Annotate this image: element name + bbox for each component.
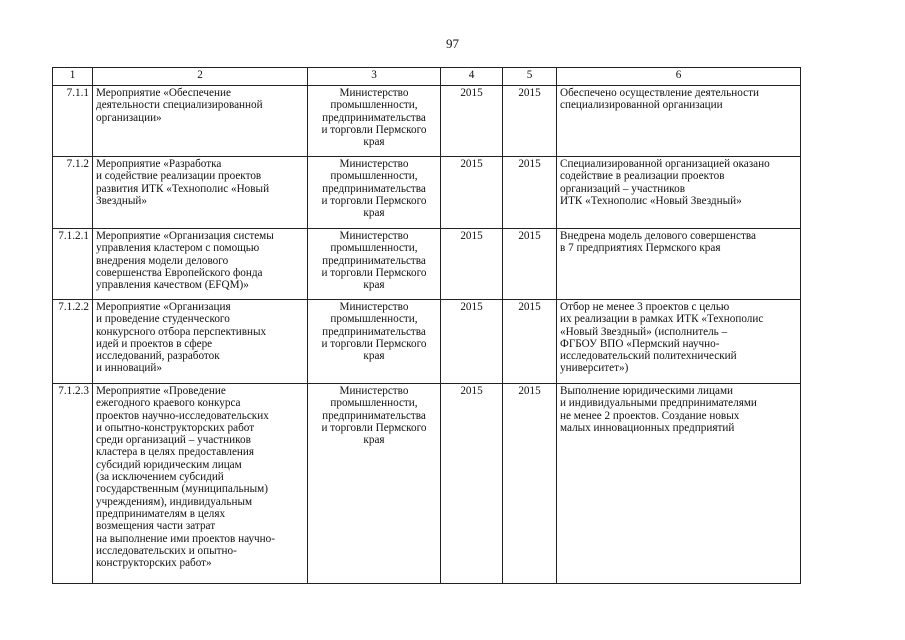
row-responsible: Министерство промышленности, предпринимательства и торговли Пермского края [308,157,441,229]
row-result: Обеспечено осуществление деятельности специализированной организации [557,86,801,157]
row-end-year: 2015 [503,86,557,157]
row-end-year: 2015 [503,384,557,584]
page-number: 97 [446,36,459,51]
row-event: Мероприятие «Организация системы управления кластером с помощью внедрения модели делового совершенства Европейского фонда управления качеством (EFQM)» [93,229,308,300]
table-row [53,229,801,300]
row-start-year: 2015 [441,229,503,300]
row-result: Отбор не менее 3 проектов с целью их реализации в рамках ИТК «Технополис «Новый Звездный» (исполнитель – ФГБОУ ВПО «Пермский научно- исследовательский политехнический университет») [557,300,801,384]
row-end-year: 2015 [503,229,557,300]
header-col-3: 3 [308,68,441,86]
row-code: 7.1.1 [53,86,93,157]
row-code: 7.1.2.2 [53,300,93,384]
header-col-6: 6 [557,68,801,86]
row-responsible: Министерство промышленности, предпринимательства и торговли Пермского края [308,384,441,584]
row-start-year: 2015 [441,157,503,229]
row-start-year: 2015 [441,86,503,157]
row-event: Мероприятие «Обеспечение деятельности специализированной организации» [93,86,308,157]
row-code: 7.1.2.1 [53,229,93,300]
row-result: Специализированной организацией оказано содействие в реализации проектов организаций – участников ИТК «Технополис «Новый Звездный» [557,157,801,229]
table-row [53,86,801,157]
row-start-year: 2015 [441,300,503,384]
row-code: 7.1.2 [53,157,93,229]
row-end-year: 2015 [503,157,557,229]
row-event: Мероприятие «Разработка и содействие реализации проектов развития ИТК «Технополис «Новый Звездный» [93,157,308,229]
row-result: Выполнение юридическими лицами и индивидуальными предпринимателями не менее 2 проектов. Создание новых малых инновационных предприятий [557,384,801,584]
row-responsible: Министерство промышленности, предпринимательства и торговли Пермского края [308,300,441,384]
header-col-2: 2 [93,68,308,86]
header-col-1: 1 [53,68,93,86]
table-header-row [53,68,801,86]
row-start-year: 2015 [441,384,503,584]
table-row [53,157,801,229]
row-event: Мероприятие «Организация и проведение студенческого конкурсного отбора перспективных идей и проектов в сфере исследований, разработок и инноваций» [93,300,308,384]
table-row [53,384,801,584]
table-row [53,300,801,384]
document-table [52,67,801,584]
row-responsible: Министерство промышленности, предпринимательства и торговли Пермского края [308,86,441,157]
row-result: Внедрена модель делового совершенства в 7 предприятиях Пермского края [557,229,801,300]
header-col-4: 4 [441,68,503,86]
row-code: 7.1.2.3 [53,384,93,584]
header-col-5: 5 [503,68,557,86]
row-end-year: 2015 [503,300,557,384]
row-responsible: Министерство промышленности, предпринимательства и торговли Пермского края [308,229,441,300]
row-event: Мероприятие «Проведение ежегодного краевого конкурса проектов научно-исследовательских и опытно-конструкторских работ среди организаций – участников кластера в целях предоставления субсидий юридическим лицам (за исключением субсидий государственным (муниципальным) учреждениям), индивидуальным предпринимателям в целях возмещения части затрат на выполнение ими проектов научно- исследовательских и опытно- конструкторских работ» [93,384,308,584]
